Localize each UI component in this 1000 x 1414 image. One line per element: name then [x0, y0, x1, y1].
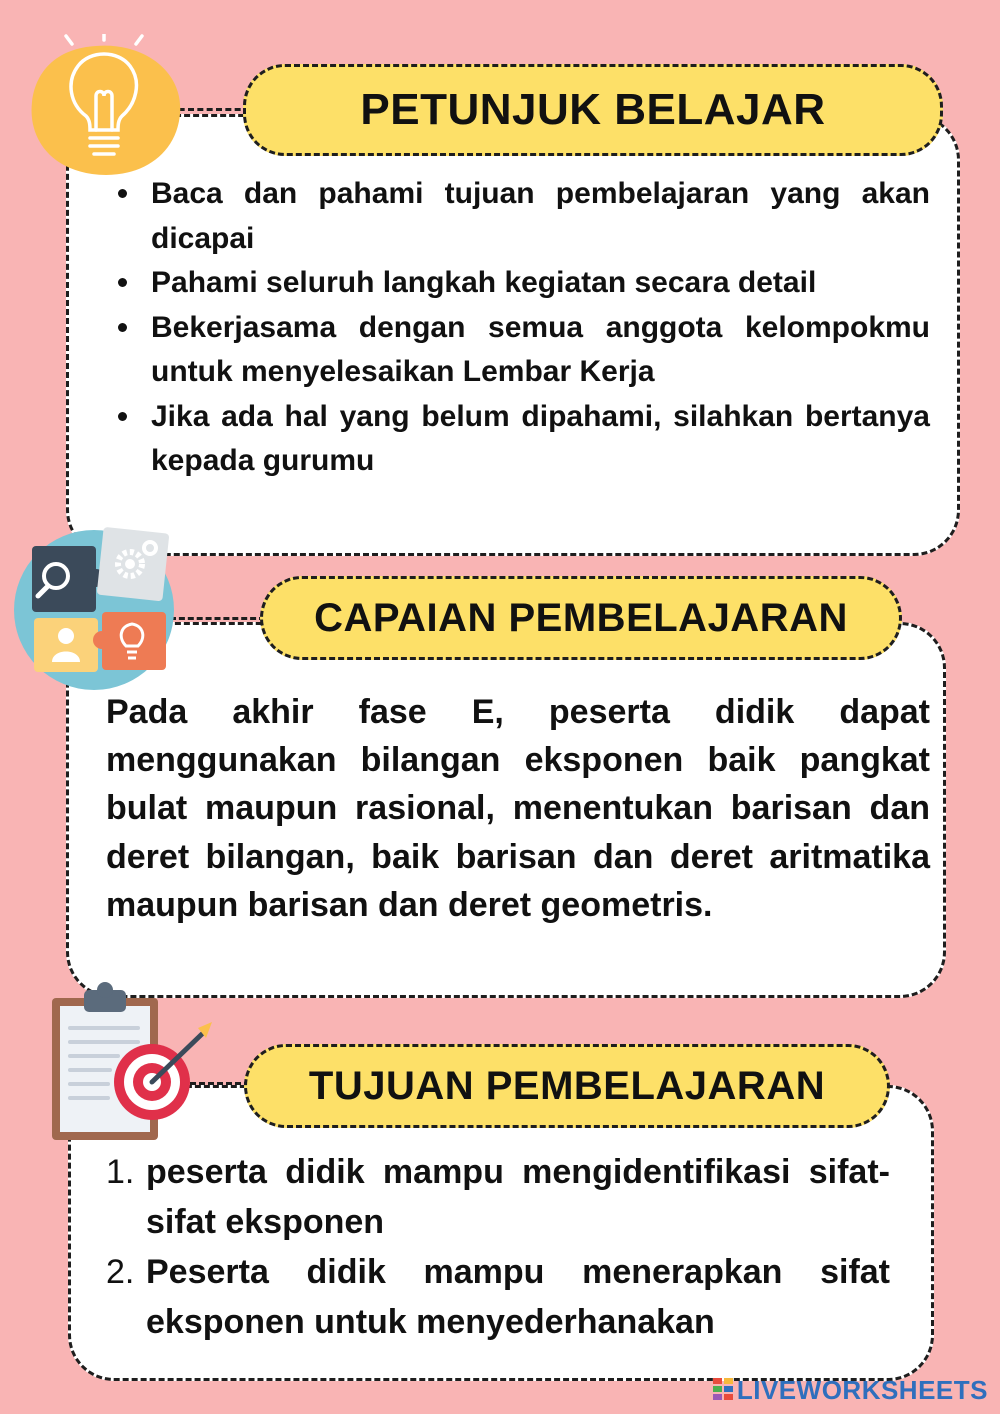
- capaian-paragraph: Pada akhir fase E, peserta didik dapat menggunakan bilangan eksponen baik pangkat bulat maupun rasional, menentukan barisan dan deret bilangan, baik barisan dan deret aritmatika maupun barisan dan deret geometris.: [106, 693, 930, 924]
- list-item: Baca dan pahami tujuan pembelajaran yang akan dicapai: [151, 172, 930, 261]
- list-text: peserta didik mampu mengidentifikasi sifat-sifat eksponen: [146, 1153, 890, 1241]
- liveworksheets-logo[interactable]: [713, 1375, 988, 1406]
- list-item: Bekerjasama dengan semua anggota kelompokmu untuk menyelesaikan Lembar Kerja: [151, 306, 930, 395]
- lightbulb-icon: [26, 34, 186, 184]
- watermark-text: LIVEWORKSHEETS: [736, 1375, 988, 1405]
- tujuan-list: [106, 1147, 890, 1347]
- list-item: Jika ada hal yang belum dipahami, silahkan bertanya kepada gurumu: [151, 395, 930, 484]
- list-number: 2.: [106, 1253, 135, 1291]
- list-item: Pahami seluruh langkah kegiatan secara detail: [151, 261, 930, 306]
- list-number: 1.: [106, 1153, 135, 1191]
- capaian-connector: [170, 617, 265, 620]
- clipboard-target-icon: [48, 978, 216, 1144]
- list-text: Peserta didik mampu menerapkan sifat eksponen untuk menyederhanakan: [146, 1253, 890, 1341]
- petunjuk-title: PETUNJUK BELAJAR: [243, 64, 943, 156]
- petunjuk-list: [106, 172, 930, 484]
- list-item: [106, 1247, 890, 1347]
- capaian-title: CAPAIAN PEMBELAJARAN: [260, 576, 902, 660]
- tujuan-title: TUJUAN PEMBELAJARAN: [244, 1044, 890, 1128]
- liveworksheets-icon: [713, 1378, 733, 1404]
- puzzle-icon: [12, 526, 182, 690]
- list-item: [106, 1147, 890, 1247]
